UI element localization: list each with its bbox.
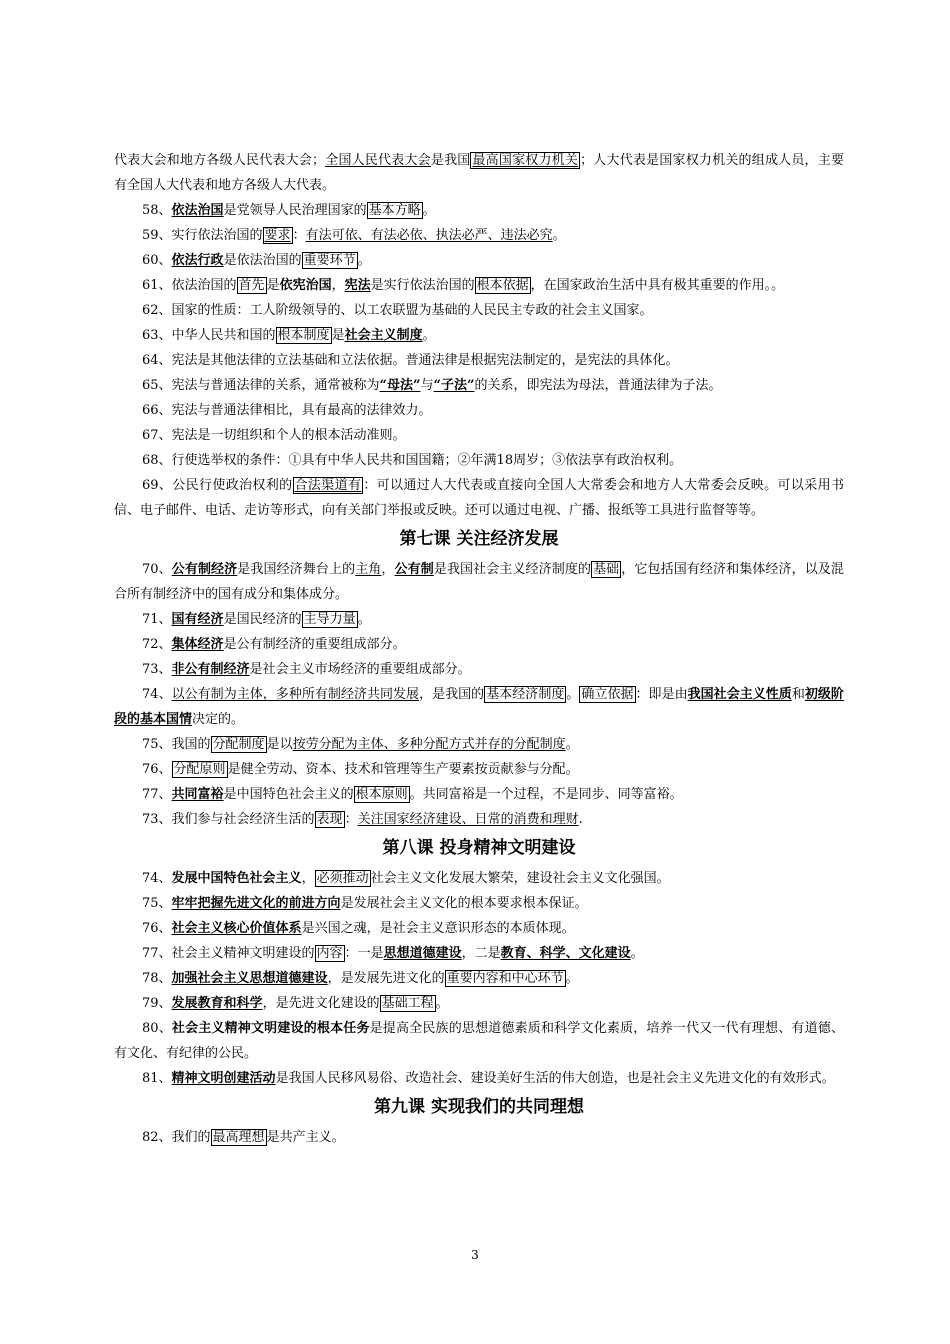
text-run: ，是发展先进文化的 [327, 971, 445, 986]
boxed-term: 重要环节 [303, 253, 356, 268]
key-term: 发展中国特色社会主义 [171, 871, 302, 886]
text-run: 与 [420, 378, 434, 393]
text-run: 77、 [142, 787, 172, 802]
boxed-term: 首先 [238, 278, 265, 293]
text-run: 。 [565, 737, 579, 752]
text-run: 76、 [142, 921, 172, 936]
key-term: 牢牢把握先进文化的前进方向 [171, 896, 341, 911]
text-run: 是实行依法治国的 [370, 278, 475, 293]
boxed-term: 分配原则 [173, 762, 226, 777]
text-run: 是我国经济舞台上的 [237, 562, 356, 577]
text-run: ， [381, 562, 395, 577]
key-term: 发展教育和科学 [171, 996, 263, 1011]
key-term: “母法” [379, 378, 421, 393]
paragraph [114, 423, 844, 448]
text-run: 是以 [266, 737, 293, 752]
text-run: ；人大代表是国家权力机关的组成人员，主要有全国人大代表和地方各级人大代表。 [114, 153, 844, 193]
paragraph [114, 991, 844, 1016]
text-run: 是我国人民移风易俗、改造社会、建设美好生活的伟大创造，也是社会主义先进文化的有效形式。 [275, 1071, 835, 1086]
underlined-text: 以公有制为主体，多种所有制经济共同发展 [171, 687, 420, 702]
key-term: 我国社会主义性质 [687, 687, 792, 702]
text-run: 代表大会和地方各级人民代表大会； [114, 153, 326, 168]
paragraph [114, 1066, 844, 1091]
paragraph [114, 448, 844, 473]
paragraph [114, 866, 844, 891]
key-term: 精神文明创建活动 [171, 1071, 276, 1086]
boxed-term: 分配制度 [212, 737, 265, 752]
paragraph [114, 916, 844, 941]
key-term: 共同富裕 [171, 787, 224, 802]
key-term: 集体经济 [171, 637, 224, 652]
text-run: ： [292, 228, 306, 243]
underlined-text: 有法可依、有法必依、执法必严、违法必究 [305, 228, 553, 243]
text-run: 是党领导人民治理国家的 [223, 203, 367, 218]
key-term: 社会主义精神文明建设的根本任务 [171, 1021, 370, 1036]
key-term: 思想道德建设 [383, 946, 462, 961]
text-run: . [578, 812, 583, 827]
key-term: 非公有制经济 [171, 662, 250, 677]
paragraph [114, 323, 844, 348]
text-run: 和 [791, 687, 805, 702]
text-run: 是国民经济的 [223, 612, 302, 627]
text-run: ，它包括国有经济和集体经济，以及混合所有制经济中的国有成分和集体成分。 [114, 562, 844, 602]
text-run: ，是我国的 [419, 687, 485, 702]
key-term: 社会主义制度 [344, 328, 423, 343]
boxed-term: 要求 [264, 228, 291, 243]
underlined-text: 主角 [355, 562, 382, 577]
text-run: ：可以通过人大代表或直接向全国人大常委会和地方人大常委会反映。可以采用书信、电子邮件、电话、走访等形式，向有关部门举报或反映。还可以通过电视、广播、报纸等工具进行监督等等。 [114, 478, 844, 518]
text-run: 66、宪法与普通法律相比，具有最高的法律效力。 [142, 403, 432, 418]
text-run: 是 [266, 278, 280, 293]
paragraph [114, 632, 844, 657]
paragraph [114, 1125, 844, 1150]
underlined-text: 全国人民代表大会 [325, 153, 431, 168]
text-run: 是依法治国的 [223, 253, 302, 268]
boxed-term: 内容 [316, 946, 343, 961]
text-run: 。 [422, 328, 436, 343]
paragraph [114, 298, 844, 323]
text-run: 77、社会主义精神文明建设的 [142, 946, 315, 961]
paragraph [114, 891, 844, 916]
text-run: 。 [565, 971, 579, 986]
key-term: 公有制经济 [171, 562, 238, 577]
text-run: 是发展社会主义文化的根本要求根本保证。 [340, 896, 588, 911]
boxed-term: 基本方略 [368, 203, 421, 218]
paragraph [114, 557, 844, 607]
text-run: 。 [630, 946, 644, 961]
text-run: ，在国家政治生活中具有极其重要的作用。。 [530, 278, 785, 293]
text-run: 74、 [142, 871, 172, 886]
text-run: 71、 [142, 612, 172, 627]
text-run: 决定的。 [192, 712, 245, 727]
boxed-term: 必须推动 [316, 871, 369, 886]
key-term: 初级阶段的基本国情 [114, 687, 844, 727]
paragraph [114, 807, 844, 832]
text-run: 是兴国之魂，是社会主义意识形态的本质体现。 [301, 921, 575, 936]
boxed-term: 根本制度 [277, 328, 330, 343]
key-term: 加强社会主义思想道德建设 [171, 971, 328, 986]
text-run: 63、中华人民共和国的 [142, 328, 276, 343]
text-run: 。 [422, 203, 436, 218]
key-term: “子法” [433, 378, 475, 393]
text-run: 是我国社会主义经济制度的 [433, 562, 592, 577]
paragraph [114, 273, 844, 298]
paragraph [114, 941, 844, 966]
paragraph [114, 248, 844, 273]
text-run: 。 [357, 612, 371, 627]
text-run: 是共产主义。 [266, 1130, 345, 1145]
key-term: 依法治国 [171, 203, 224, 218]
text-run: ：即是由 [635, 687, 688, 702]
lesson-heading: 第八课 投身精神文明建设 [382, 838, 576, 858]
boxed-term: 合法渠道有 [294, 478, 362, 493]
text-run: 80、 [142, 1021, 172, 1036]
text-run: 是中国特色社会主义的 [223, 787, 354, 802]
boxed-term: 表现 [316, 812, 343, 827]
text-run: 是社会主义市场经济的重要组成部分。 [249, 662, 471, 677]
text-run: 70、 [142, 562, 172, 577]
text-run: 。 [435, 996, 449, 1011]
underlined-text: 按劳分配为主体、多种分配方式并存的分配制度 [292, 737, 566, 752]
text-run: 是 [331, 328, 345, 343]
text-run: 是提高全民族的思想道德素质和科学文化素质，培养一代又一代有理想、有道德、有文化、有纪律的公民。 [114, 1021, 844, 1061]
text-run: 81、 [142, 1071, 172, 1086]
paragraph [114, 757, 844, 782]
boxed-term: 主导力量 [303, 612, 356, 627]
text-run: 68、行使选举权的条件：①具有中华人民共和国国籍；②年满18周岁；③依法享有政治权利。 [142, 453, 683, 468]
key-term: 依宪治国 [279, 278, 332, 293]
text-run: ，是先进文化建设的 [262, 996, 380, 1011]
text-run: 75、 [142, 896, 172, 911]
paragraph [114, 373, 844, 398]
text-run: 是健全劳动、资本、技术和管理等生产要素按贡献参与分配。 [227, 762, 579, 777]
key-term: 公有制 [394, 562, 434, 577]
paragraph [114, 782, 844, 807]
paragraph [114, 148, 844, 198]
paragraph [114, 223, 844, 248]
lesson-heading: 第九课 实现我们的共同理想 [374, 1097, 584, 1117]
text-run: 58、 [142, 203, 172, 218]
text-run: 59、实行依法治国的 [142, 228, 263, 243]
text-run: 82、我们的 [142, 1130, 211, 1145]
key-term: 教育、科学、文化建设 [500, 946, 631, 961]
paragraph [114, 657, 844, 682]
boxed-term: 重要内容和中心环节 [446, 971, 564, 986]
text-run: 76、 [142, 762, 172, 777]
text-run: 79、 [142, 996, 172, 1011]
boxed-term: 最高理想 [212, 1130, 265, 1145]
text-run: ： [344, 812, 358, 827]
text-run: 73、 [142, 662, 172, 677]
key-term: 依法行政 [171, 253, 224, 268]
text-run: 62、国家的性质：工人阶级领导的、以工农联盟为基础的人民民主专政的社会主义国家。 [142, 303, 653, 318]
paragraph [114, 473, 844, 523]
text-run: ：一是 [344, 946, 384, 961]
text-run: 的关系，即宪法为母法，普通法律为子法。 [474, 378, 722, 393]
page-content [114, 148, 844, 1150]
paragraph [114, 966, 844, 991]
paragraph [114, 198, 844, 223]
key-term: 国有经济 [171, 612, 224, 627]
lesson-heading: 第七课 关注经济发展 [399, 529, 559, 549]
boxed-term: 基础工程 [381, 996, 434, 1011]
text-run: 。 [552, 228, 566, 243]
text-run: 78、 [142, 971, 172, 986]
boxed-term: 基础 [593, 562, 620, 577]
paragraph [114, 348, 844, 373]
text-run: ， [301, 871, 315, 886]
boxed-term: 根本原则 [355, 787, 408, 802]
boxed-term: 基本经济制度 [486, 687, 565, 702]
text-run: 72、 [142, 637, 172, 652]
page-number: 3 [471, 1248, 479, 1262]
text-run: 67、宪法是一切组织和个人的根本活动准则。 [142, 428, 406, 443]
underlined-text: 关注国家经济建设、日常的消费和理财 [357, 812, 579, 827]
text-run: 65、宪法与普通法律的关系，通常被称为 [142, 378, 380, 393]
text-run: 。共同富裕是一个过程，不是同步、同等富裕。 [409, 787, 683, 802]
text-run: 64、宪法是其他法律的立法基础和立法依据。普通法律是根据宪法制定的，是宪法的具体化。 [142, 353, 679, 368]
key-term: 社会主义核心价值体系 [171, 921, 302, 936]
paragraph [114, 398, 844, 423]
text-run: 是公有制经济的重要组成部分。 [223, 637, 406, 652]
text-run: 是我国 [430, 153, 471, 168]
text-run: 74、 [142, 687, 172, 702]
text-run: 69、公民行使政治权利的 [142, 478, 293, 493]
text-run: 75、我国的 [142, 737, 211, 752]
text-run: 61、依法治国的 [142, 278, 237, 293]
paragraph [114, 682, 844, 732]
text-run: ，二是 [461, 946, 501, 961]
text-run: 73、我们参与社会经济生活的 [142, 812, 315, 827]
text-run: ， [331, 278, 345, 293]
text-run: 社会主义文化发展大繁荣，建设社会主义文化强国。 [370, 871, 670, 886]
boxed-term: 根本依据 [476, 278, 529, 293]
text-run: 。 [566, 687, 580, 702]
boxed-term: 确立依据 [581, 687, 634, 702]
text-run: 。 [357, 253, 371, 268]
text-run: 60、 [142, 253, 172, 268]
paragraph [114, 732, 844, 757]
key-term: 宪法 [344, 278, 371, 293]
paragraph [114, 1016, 844, 1066]
boxed-term: 最高国家权力机关 [472, 153, 579, 168]
paragraph [114, 607, 844, 632]
